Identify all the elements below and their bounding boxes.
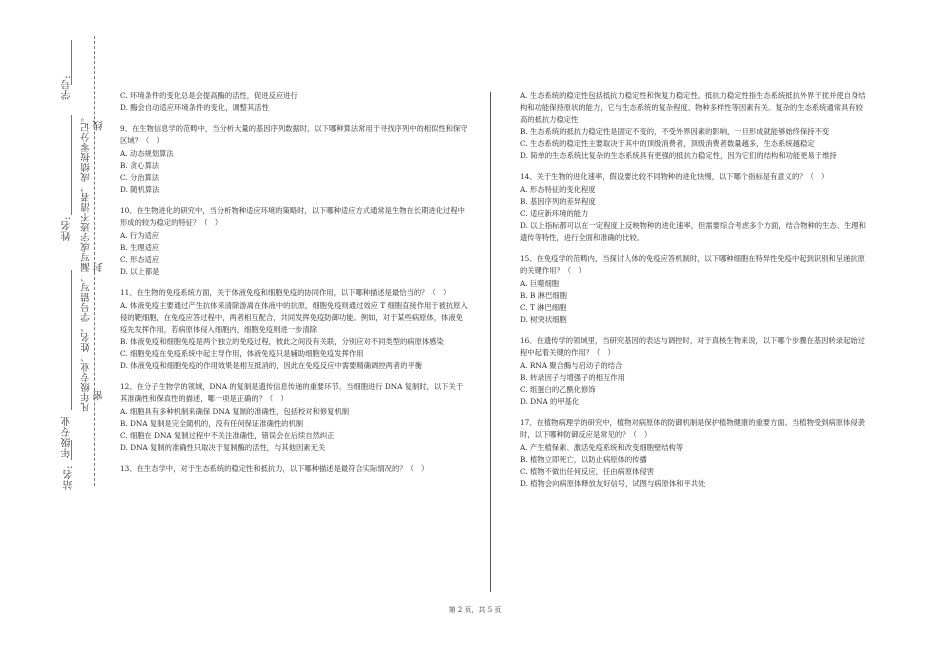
question-q13 [120,463,470,475]
column-divider [490,92,491,592]
binding-margin [40,20,110,490]
answer-option: C. 生态系统的稳定性主要取决于其中的顶级消费者，顶级消费者数量越多，生态系统越稳定 [520,139,815,148]
right-column [520,90,870,499]
question-q9 [120,123,470,196]
question-q17 [520,417,870,490]
seal-mark-feng: 封 [94,262,105,273]
answer-option: A. 行为适应 [120,231,160,240]
line-mark: 线 [94,120,105,131]
answer-option: A. 动态规划算法 [120,149,174,158]
question-q16 [520,335,870,408]
question-stem: 9、在生物信息学的范畴中，当分析大量的基因序列数据时，以下哪种算法常用于寻找序列中的相似性和保守区域？（ ） [120,124,468,145]
answer-option: B. 生理适应 [120,243,160,252]
question-stem: 14、关于生物的进化速率，假设要比较不同物种的进化快慢，以下哪个指标是有意义的？（ ） [520,172,829,181]
class-underline [71,270,72,410]
answer-option: D. 简单的生态系统比复杂的生态系统具有更强的抵抗力稳定性，因为它们的结构和功能更易于维持 [520,151,837,160]
answer-option: C. 组蛋白的乙酰化修饰 [520,385,596,394]
answer-option: D. DNA 复制的准确性只取决于复制酶的活性，与其他因素无关 [120,443,326,452]
answer-option: B. 植物立即死亡，以防止病原体的传播 [520,455,647,464]
id-underline [71,40,72,85]
answer-option: A. RNA 聚合酶与启动子的结合 [520,361,623,370]
page-footer: 第 2 页，共 5 页 [448,606,502,614]
answer-option: C. 分治算法 [120,173,160,182]
question-stem: 13、在生态学中，对于生态系统的稳定性和抵抗力，以下哪种描述是最符合实际情况的？（ ） [120,464,429,473]
answer-option: A. 细胞具有多种机制来确保 DNA 复制的准确性，包括校对和修复机制 [120,407,350,416]
answer-option: B. 体液免疫和细胞免疫是两个独立的免疫过程，彼此之间没有关联，分别应对不同类型的病原体感染 [120,337,444,346]
name-label: 姓名: [62,216,73,241]
name-underline [71,115,72,215]
question-q8c [120,90,470,114]
answer-option: D. DNA 的甲基化 [520,397,580,406]
answer-option: B. B 淋巴细胞 [520,291,567,300]
question-stem: 17、在植物病理学的研究中，植物对病原体的防御机制是保护植物健康的重要方面。当植物受到病原体侵袭时，以下哪种防御反应是常见的？（ ） [520,418,865,439]
answer-option: C. 细胞免疫在免疫系统中起主导作用，体液免疫只是辅助细胞免疫发挥作用 [120,349,364,358]
question-q10 [120,205,470,278]
question-stem: 11、在生物的免疫系统方面，关于体液免疫和细胞免疫的协同作用，以下哪种描述是最恰当的？（ ） [120,288,451,297]
answer-option: D. 植物会向病原体释放友好信号，试图与病原体和平共处 [520,479,706,488]
answer-option: B. 贪心算法 [120,161,160,170]
answer-option: C. T 淋巴细胞 [520,303,567,312]
answer-option: A. 体液免疫主要通过产生抗体来清除游离在体液中的抗原，细胞免疫则通过效应 T 细胞直接作用于被抗原入侵的靶细胞，在免疫应答过程中，两者相互配合，共同发挥免疫防御功能。例如，对于某些病原体，体液免疫先发挥作用，若病原体侵入细胞内，细胞免疫则进一步清除 [120,301,468,334]
answer-option: C. 环境条件的变化总是会提高酶的活性，促进反应进行 [120,91,298,100]
answer-option: C. 适应新环境的能力 [520,209,589,218]
question-q11 [120,287,470,372]
answer-option: C. 细胞在 DNA 复制过程中不关注准确性，错误会在后续自然纠正 [120,431,335,440]
question-stem: 12、在分子生物学的领域，DNA 的复制是遗传信息传递的重要环节。当细胞进行 DNA 复制时，以下关于其准确性和保真性的描述，哪一项是正确的？（ ） [120,382,464,403]
cut-line [94,36,95,486]
question-stem: 10、在生物进化的研究中，当分析物种适应环境的策略时，以下哪种适应方式通常是生物在长期进化过程中形成的较为稳定的特征？（ ） [120,206,465,227]
answer-option: A. 生态系统的稳定性包括抵抗力稳定性和恢复力稳定性。抵抗力稳定性指生态系统抵抗外界干扰并使自身结构和功能保持原状的能力，它与生态系统的复杂程度、物种多样性等因素有关。复杂的生态系统通常具有较高的抵抗力稳定性 [520,91,866,124]
answer-option: D. 随机算法 [120,185,160,194]
seal-mark-mi: 密 [94,390,105,401]
answer-option: D. 以上指标都可以在一定程度上反映物种的进化速率，但需要综合考虑多个方面，结合物种的生态、生理和遗传等特性，进行全面和准确的比较。 [520,221,866,242]
question-q13o [520,90,870,162]
question-q12 [120,381,470,454]
question-q15 [520,253,870,326]
answer-option: D. 体液免疫和细胞免疫的作用效果是相互抵消的，因此在免疫反应中需要精确调控两者的平衡 [120,361,423,370]
left-column [120,90,470,484]
student-id-label: 学号: [62,75,73,100]
answer-option: A. 巨噬细胞 [520,279,560,288]
answer-option: C. 植物不做出任何反应，任由病原体侵害 [520,467,655,476]
answer-option: A. 形态特征的变化程度 [520,185,596,194]
answer-option: B. 转录因子与增强子的相互作用 [520,373,625,382]
answer-option: A. 产生植保素、激活免疫系统和改变细胞壁结构等 [520,443,684,452]
question-stem: 15、在免疫学的范畴内，当探讨人体的免疫应答机制时，以下哪种细胞在特异性免疫中起到识别和呈递抗原的关键作用？（ ） [520,254,865,275]
answer-option: D. 树突状细胞 [520,315,567,324]
answer-option: D. 酶会自动适应环境条件的变化，调整其活性 [120,103,269,112]
station-underline [71,440,72,460]
answer-option: B. DNA 复制是完全随机的，没有任何保证准确性的机制 [120,419,304,428]
answer-option: B. 生态系统的抵抗力稳定性是固定不变的，不受外界因素的影响，一旦形成就能够始终保持不变 [520,127,830,136]
binding-notice: 凡年级专业、姓名、学号错写、漏写或字迹不清者，成绩按零分记。 [81,112,92,412]
answer-option: B. 基因序列的差异程度 [520,197,596,206]
station-label: 站名: [64,465,75,490]
answer-option: C. 形态适应 [120,255,160,264]
answer-option: D. 以上都是 [120,267,160,276]
question-stem: 16、在遗传学的领域里，当研究基因的表达与调控时，对于真核生物来说，以下哪个步骤在基因转录起始过程中起着关键的作用？（ ） [520,336,865,357]
class-label: 年级专业 [62,416,73,458]
question-q14 [520,171,870,244]
